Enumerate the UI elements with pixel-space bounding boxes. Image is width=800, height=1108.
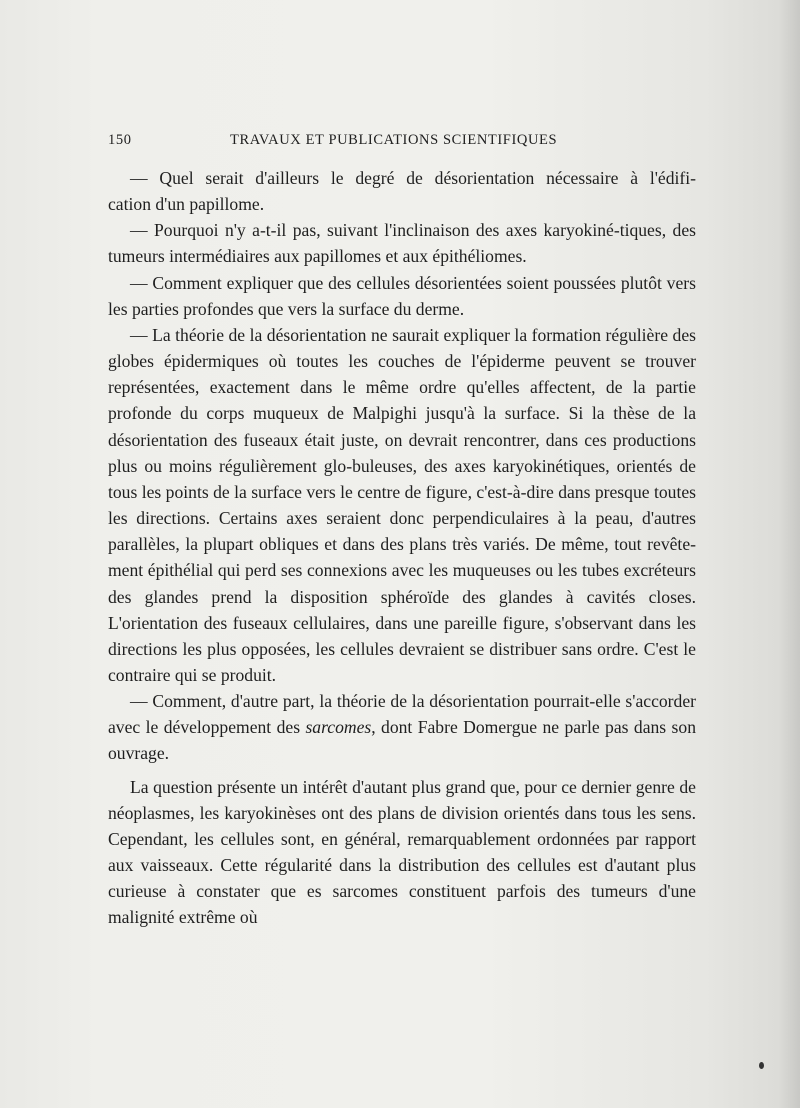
paragraph-4: — La théorie de la désorientation ne saurait expliquer la formation régulière des globes épidermiques où toutes les couches de l'épiderme peuvent se trouver représentées, exactement dans le même ordre qu'elles affectent, de la partie profonde du corps muqueux de Malpighi jusqu'à la surface. Si la thèse de la désorientation des fuseaux était juste, on devrait rencontrer, dans ces productions plus ou moins régulièrement glo-buleuses, des axes karyokinétiques, orientés de tous les points de la surface vers le centre de figure, c'est-à-dire dans presque toutes les directions. Certains axes seraient donc perpendiculaires à la peau, d'autres parallèles, la plupart obliques et dans des plans très variés. De même, tout revête-ment épithélial qui perd ses connexions avec les muqueuses ou les tubes excréteurs des glandes prend la disposition sphéroïde des glandes à cavités closes. L'orientation des fuseaux cellulaires, dans une pareille figure, s'observant dans les directions les plus opposées, les cellules devraient se distribuer sans ordre. C'est le contraire qui se produit. [108,324,696,685]
paragraph-6: La question présente un intérêt d'autant plus grand que, pour ce dernier genre de néoplasmes, les karyokinèses ont des plans de division orientés dans tous les sens. Cependant, les cellules sont, en général, remarquablement ordonnées par rapport aux vaisseaux. Cette régularité dans la distribution des cellules est d'autant plus curieuse à constater que es sarcomes constituent parfois des tumeurs d'une malignité extrême où [108,776,696,928]
running-header [108,132,696,154]
paragraph-2: — Pourquoi n'y a-t-il pas, suivant l'inclinaison des axes karyokiné-tiques, des tumeurs intermédiaires aux papillomes et aux épithéliomes. [108,220,696,267]
paragraph-5-italic: sarcomes [305,717,372,738]
paragraph-3: — Comment expliquer que des cellules désorientées soient poussées plutôt vers les parties profondes que vers la surface du derme. [108,272,696,319]
paragraph-5-text-a: — Comment, d'autre part, la théorie de la désorientation pourrait-elle s'accorder avec le développement des [108,691,696,738]
body-text [108,165,696,931]
paragraph-1-line-2: cation d'un papillome. [108,194,265,215]
paragraph-5 [108,688,696,766]
running-title: TRAVAUX ET PUBLICATIONS SCIENTIFIQUES [230,132,558,148]
paragraph-1-line-1: — Quel serait d'ailleurs le degré de désorientation nécessaire à l'édifi- [130,168,696,188]
page-edge-shadow [778,0,800,1108]
paragraph-5-text-b: , dont Fabre Domergue ne parle pas dans son ouvrage. [108,717,696,764]
page-number: 150 [108,132,132,148]
paragraph-1 [108,165,696,191]
ink-spot [759,1062,764,1069]
paragraph-1-continuation [108,191,696,217]
